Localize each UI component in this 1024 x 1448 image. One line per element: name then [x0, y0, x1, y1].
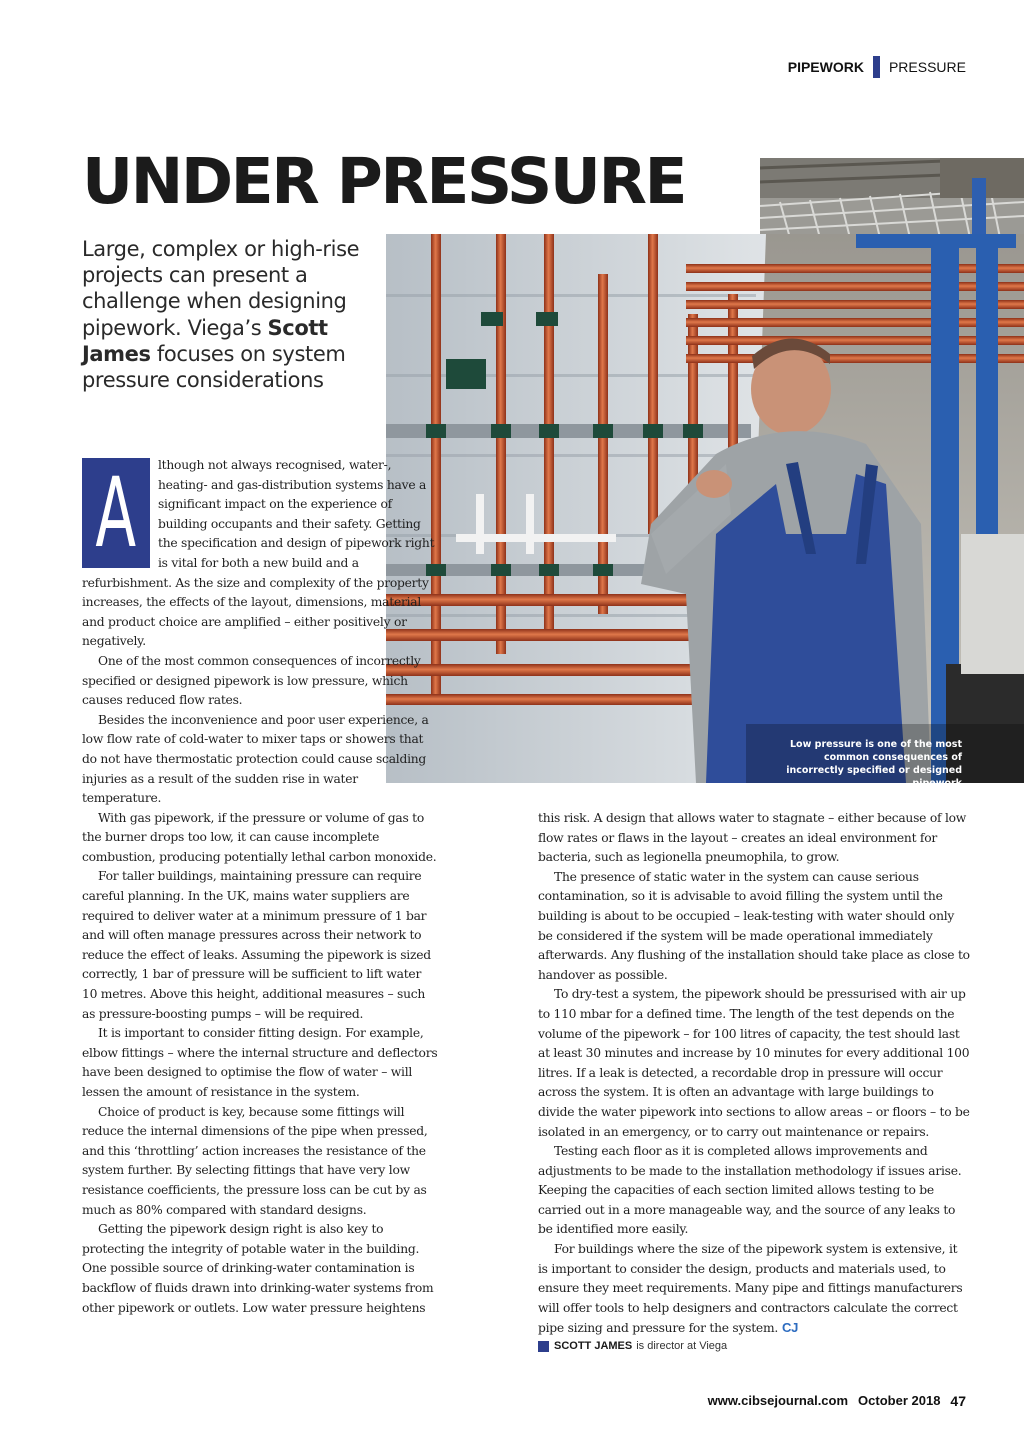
paragraph: this risk. A design that allows water to stagnate – either because of low flow rates or flaws in the layout – creates an ideal environment for bacteria, such as legionella pneumophila, to grow. — [538, 811, 967, 865]
author-role: is director at Viega — [636, 1340, 728, 1352]
body-column-left — [82, 456, 438, 1318]
author-name: SCOTT JAMES — [554, 1340, 633, 1352]
photo-top-strip — [760, 158, 1024, 238]
paragraph: The presence of static water in the system can cause serious contamination, so it is advisable to avoid filling the system until the building is about to be occupied – leak-testing with water should only be considered if the system will be made operational immediately afterwards. Any flushing of the installation should take place as close to handover as possible. — [538, 869, 970, 982]
paragraph: To dry-test a system, the pipework should be pressurised with air up to 110 mbar for a defined time. The length of the test depends on the volume of the pipework – for 100 litres of capacity, the test should last at least 30 minutes and increase by 10 minutes for every additional 100 litres. If a leak is detected, a recordable drop in pressure will occur across the system. It is often an advantage with large buildings to divide the water pipework into sections to allow areas – or floors – to be isolated in an emergency, or to carry out maintenance or repairs. — [538, 987, 970, 1139]
standfirst-text: Large, complex or high-rise projects can present a challenge when designing pipework. Viega’s — [82, 237, 360, 340]
paragraph: Choice of product is key, because some fittings will reduce the internal dimensions of the pipe when pressed, and this ‘throttling’ action increases the resistance of the system further. By selecting fittings that have very low resistance coefficients, the pressure loss can be cut by as much as 80% compared with standard designs. — [82, 1104, 428, 1217]
paragraph-last-text: For buildings where the size of the pipework system is extensive, it is important to consider the design, products and materials used, to ensure they meet requirements. Many pipe and fittings manufacturers will offer tools to help designers and contractors calculate the correct pipe sizing and pressure for the system. — [538, 1242, 963, 1336]
end-mark: CJ — [782, 1320, 799, 1336]
footer-date: October 2018 — [858, 1393, 941, 1408]
standfirst-text-end: focuses on system pressure considerations — [82, 341, 346, 393]
body-column-right — [538, 809, 970, 1339]
standfirst — [82, 236, 372, 393]
paragraph: Testing each floor as it is completed allows improvements and adjustments to be made to the installation methodology if issues arise. Keeping the capacities of each section limited allows testing to be carried out in a more manageable way, and the source of any leaks to be identified more easily. — [538, 1144, 962, 1237]
paragraph: One of the most common consequences of incorrectly specified or designed pipework is low pressure, which causes reduced flow rates. — [82, 653, 421, 708]
page-number: 47 — [950, 1393, 966, 1409]
section-divider — [873, 56, 880, 78]
paragraph: It is important to consider fitting design. For example, elbow fittings – where the internal structure and deflectors have been designed to optimise the flow of water – will lessen the amount of resistance in the system. — [82, 1026, 438, 1099]
standfirst-author: Scott James — [82, 315, 328, 366]
drop-cap — [82, 458, 150, 568]
section-tag — [788, 56, 966, 78]
workshop-photo — [386, 234, 1024, 783]
paragraph-last — [538, 1240, 970, 1339]
paragraph: For taller buildings, maintaining pressure can require careful planning. In the UK, mains water suppliers are required to deliver water at a minimum pressure of 1 bar and will often manage pressures across their network to reduce the effect of leaks. Assuming the pipework is sized correctly, 1 bar of pressure will be sufficient to lift water 10 metres. Above this height, additional measures – such as pressure-boosting pumps – will be required. — [82, 869, 431, 1021]
paragraph: Besides the inconvenience and poor user experience, a low flow rate of cold-water to mixer taps or showers that do not have thermostatic protection could cause scalding injuries as a result of the sudden rise in water temperature. — [82, 712, 429, 806]
drop-cap-letter: A — [95, 457, 137, 569]
author-square-icon — [538, 1341, 549, 1352]
footer-url: www.cibsejournal.com — [707, 1393, 849, 1408]
paragraph: lthough not always recognised, water-, heating- and gas-distribution systems have a significant impact on the experience of building occupants and their safety. Getting the specification and design of pipework right is vital for both a new build and a refurbishment. As the size and complexity of the property increases, the effects of the layout, dimensions, material and product choice are amplified – either positively or negatively. — [82, 458, 435, 649]
photo-caption: Low pressure is one of the most common consequences of incorrectly specified or designed pipework — [786, 739, 962, 789]
paragraph: With gas pipework, if the pressure or volume of gas to the burner drops too low, it can cause incomplete combustion, producing potentially lethal carbon monoxide. — [82, 810, 437, 864]
page-footer — [708, 1393, 966, 1409]
author-bio — [538, 1340, 727, 1352]
subsection-label: PRESSURE — [888, 59, 966, 75]
paragraph: Getting the pipework design right is also key to protecting the integrity of potable water in the building. One possible source of drinking-water contamination is backflow of fluids drawn into drinking-water systems from other pipework or outlets. Low water pressure heightens — [82, 1222, 434, 1315]
section-label: PIPEWORK — [787, 59, 864, 75]
headline: UNDER PRESSURE — [82, 145, 685, 218]
